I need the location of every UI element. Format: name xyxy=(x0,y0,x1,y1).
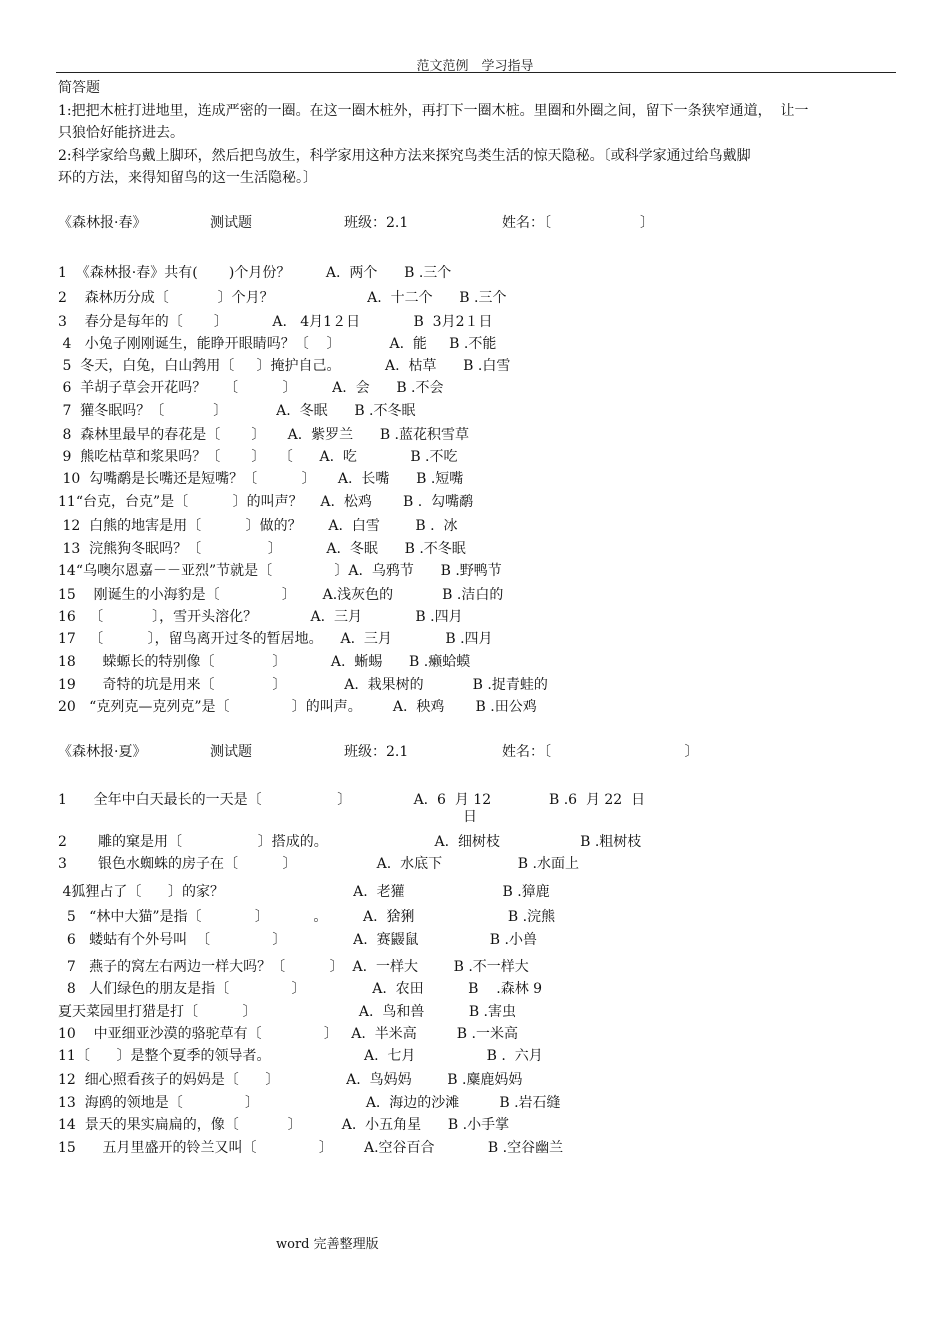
spring-question: 19 奇特的坑是用来〔 〕 A. 栽果树的 B .捉青蛙的 xyxy=(58,677,548,693)
spring-question: 6 羊胡子草会开花吗？ 〔 〕 A. 会 B .不会 xyxy=(58,380,444,396)
spring-label: 测试题 xyxy=(210,215,252,231)
spring-question: 10 勾嘴鹬是长嘴还是短嘴？〔 〕 A. 长嘴 B .短嘴 xyxy=(58,471,464,487)
spring-question: 16 〔 〕，雪开头溶化？ A. 三月 B .四月 xyxy=(58,609,463,625)
page-footer: word 完善整理版 xyxy=(276,1237,379,1252)
answer-2-line-1: 2:科学家给鸟戴上脚环，然后把鸟放生，科学家用这种方法来探究鸟类生活的惊天隐秘。〔或科学家通过给鸟戴脚 xyxy=(58,148,751,164)
summer-title: 《森林报·夏》 xyxy=(58,744,147,760)
summer-question: 15 五月里盛开的铃兰又叫〔 〕 A.空谷百合 B .空谷幽兰 xyxy=(58,1140,564,1156)
summer-question: 12 细心照看孩子的妈妈是〔 〕 A. 鸟妈妈 B .麋鹿妈妈 xyxy=(58,1072,523,1088)
spring-question: 2 森林历分成〔 〕个月？ A. 十二个 B .三个 xyxy=(58,290,507,306)
spring-question: 3 春分是每年的〔 〕 A. 4月1２日 B 3月2１日 xyxy=(58,314,493,330)
spring-question: 18 蝾螈长的特别像〔 〕 A. 蜥蜴 B .癞蛤蟆 xyxy=(58,654,471,670)
spring-question: 4 小兔子刚刚诞生，能睁开眼睛吗？〔 〕 A. 能 B .不能 xyxy=(58,336,497,352)
spring-question: 9 熊吃枯草和浆果吗？〔 〕 〔 A. 吃 B .不吃 xyxy=(58,449,458,465)
spring-question: 8 森林里最早的春花是〔 〕 A. 紫罗兰 B .蓝花积雪草 xyxy=(58,427,470,443)
spring-question: 12 白熊的地害是用〔 〕做的？ A. 白雪 B . 冰 xyxy=(58,518,458,534)
spring-question: 11“台克，台克”是〔 〕的叫声？ A. 松鸡 B . 勾嘴鹬 xyxy=(58,494,474,510)
summer-question: 3 银色水蜘蛛的房子在〔 〕 A. 水底下 B .水面上 xyxy=(58,856,579,872)
summer-question-continuation: 日 xyxy=(463,809,477,825)
summer-question: 1 全年中白天最长的一天是〔 〕 A. 6 月 12 B .6 月 22 日 xyxy=(58,792,646,808)
section-title-short-answer: 简答题 xyxy=(58,80,100,96)
spring-class: 班级：2.1 xyxy=(344,215,409,231)
summer-question: 4狐狸占了〔 〕的家？ A. 老獾 B .獐鹿 xyxy=(58,884,550,900)
answer-1-line-2: 只狼恰好能挤进去。 xyxy=(58,125,184,141)
summer-question: 11〔 〕是整个夏季的领导者。 A. 七月 B . 六月 xyxy=(58,1048,543,1064)
spring-question: 13 浣熊狗冬眠吗？〔 〕 A. 冬眠 B .不冬眠 xyxy=(58,541,466,557)
summer-question: 14 景天的果实扁扁的，像〔 〕 A. 小五角星 B .小手掌 xyxy=(58,1117,510,1133)
summer-label: 测试题 xyxy=(210,744,252,760)
answer-1-line-1: 1:把把木桩打进地里，连成严密的一圈。在这一圈木桩外，再打下一圈木桩。里圈和外圈之间，留下一条狭窄通道， 让一 xyxy=(58,103,809,119)
summer-question: 5 “林中大猫”是指〔 〕 。 A. 猞猁 B .浣熊 xyxy=(58,909,556,925)
answer-2-line-2: 环的方法，来得知留鸟的这一生活隐秘。〕 xyxy=(58,170,317,186)
summer-question: 夏天菜园里打猎是打〔 〕 A. 鸟和兽 B .害虫 xyxy=(58,1004,517,1020)
summer-question: 2 雕的窠是用〔 〕搭成的。 A. 细树枝 B .粗树枝 xyxy=(58,834,642,850)
spring-question: 17 〔 〕，留鸟离开过冬的暂居地。 A. 三月 B .四月 xyxy=(58,631,493,647)
spring-question: 1 《森林报·春》共有( )个月份？ A. 两个 B .三个 xyxy=(58,265,452,281)
summer-name-field: 姓名：〔 〕 xyxy=(502,744,699,760)
summer-question: 6 蝼蛄有个外号叫 〔 〕 A. 赛鼹鼠 B .小兽 xyxy=(58,932,537,948)
summer-class: 班级：2.1 xyxy=(344,744,409,760)
summer-question: 8 人们绿色的朋友是指〔 〕 A. 农田 B .森林 9 xyxy=(58,981,543,997)
spring-title: 《森林报·春》 xyxy=(58,215,147,231)
summer-question: 7 燕子的窝左右两边一样大吗？〔 〕 A. 一样大 B .不一样大 xyxy=(58,959,529,975)
summer-question: 10 中亚细亚沙漠的骆驼草有〔 〕 A. 半米高 B .一米高 xyxy=(58,1026,518,1042)
header-rule xyxy=(56,72,896,73)
spring-question: 14“乌噢尔恩嘉－－亚烈”节就是〔 〕A. 乌鸦节 B .野鸭节 xyxy=(58,563,502,579)
spring-name-field: 姓名：〔 〕 xyxy=(502,215,655,231)
page-header: 范文范例 学习指导 xyxy=(416,59,534,74)
summer-question: 13 海鸥的领地是〔 〕 A. 海边的沙滩 B .岩石缝 xyxy=(58,1095,561,1111)
spring-question: 7 獾冬眠吗？〔 〕 A. 冬眠 B .不冬眠 xyxy=(58,403,416,419)
spring-question: 15 刚诞生的小海豹是〔 〕 A.浅灰色的 B .洁白的 xyxy=(58,587,504,603)
spring-question: 5 冬天，白兔，白山鹁用〔 〕掩护自己。 A. 枯草 B .白雪 xyxy=(58,358,511,374)
spring-question: 20 “克列克—克列克”是〔 〕的叫声。 A. 秧鸡 B .田公鸡 xyxy=(58,699,537,715)
